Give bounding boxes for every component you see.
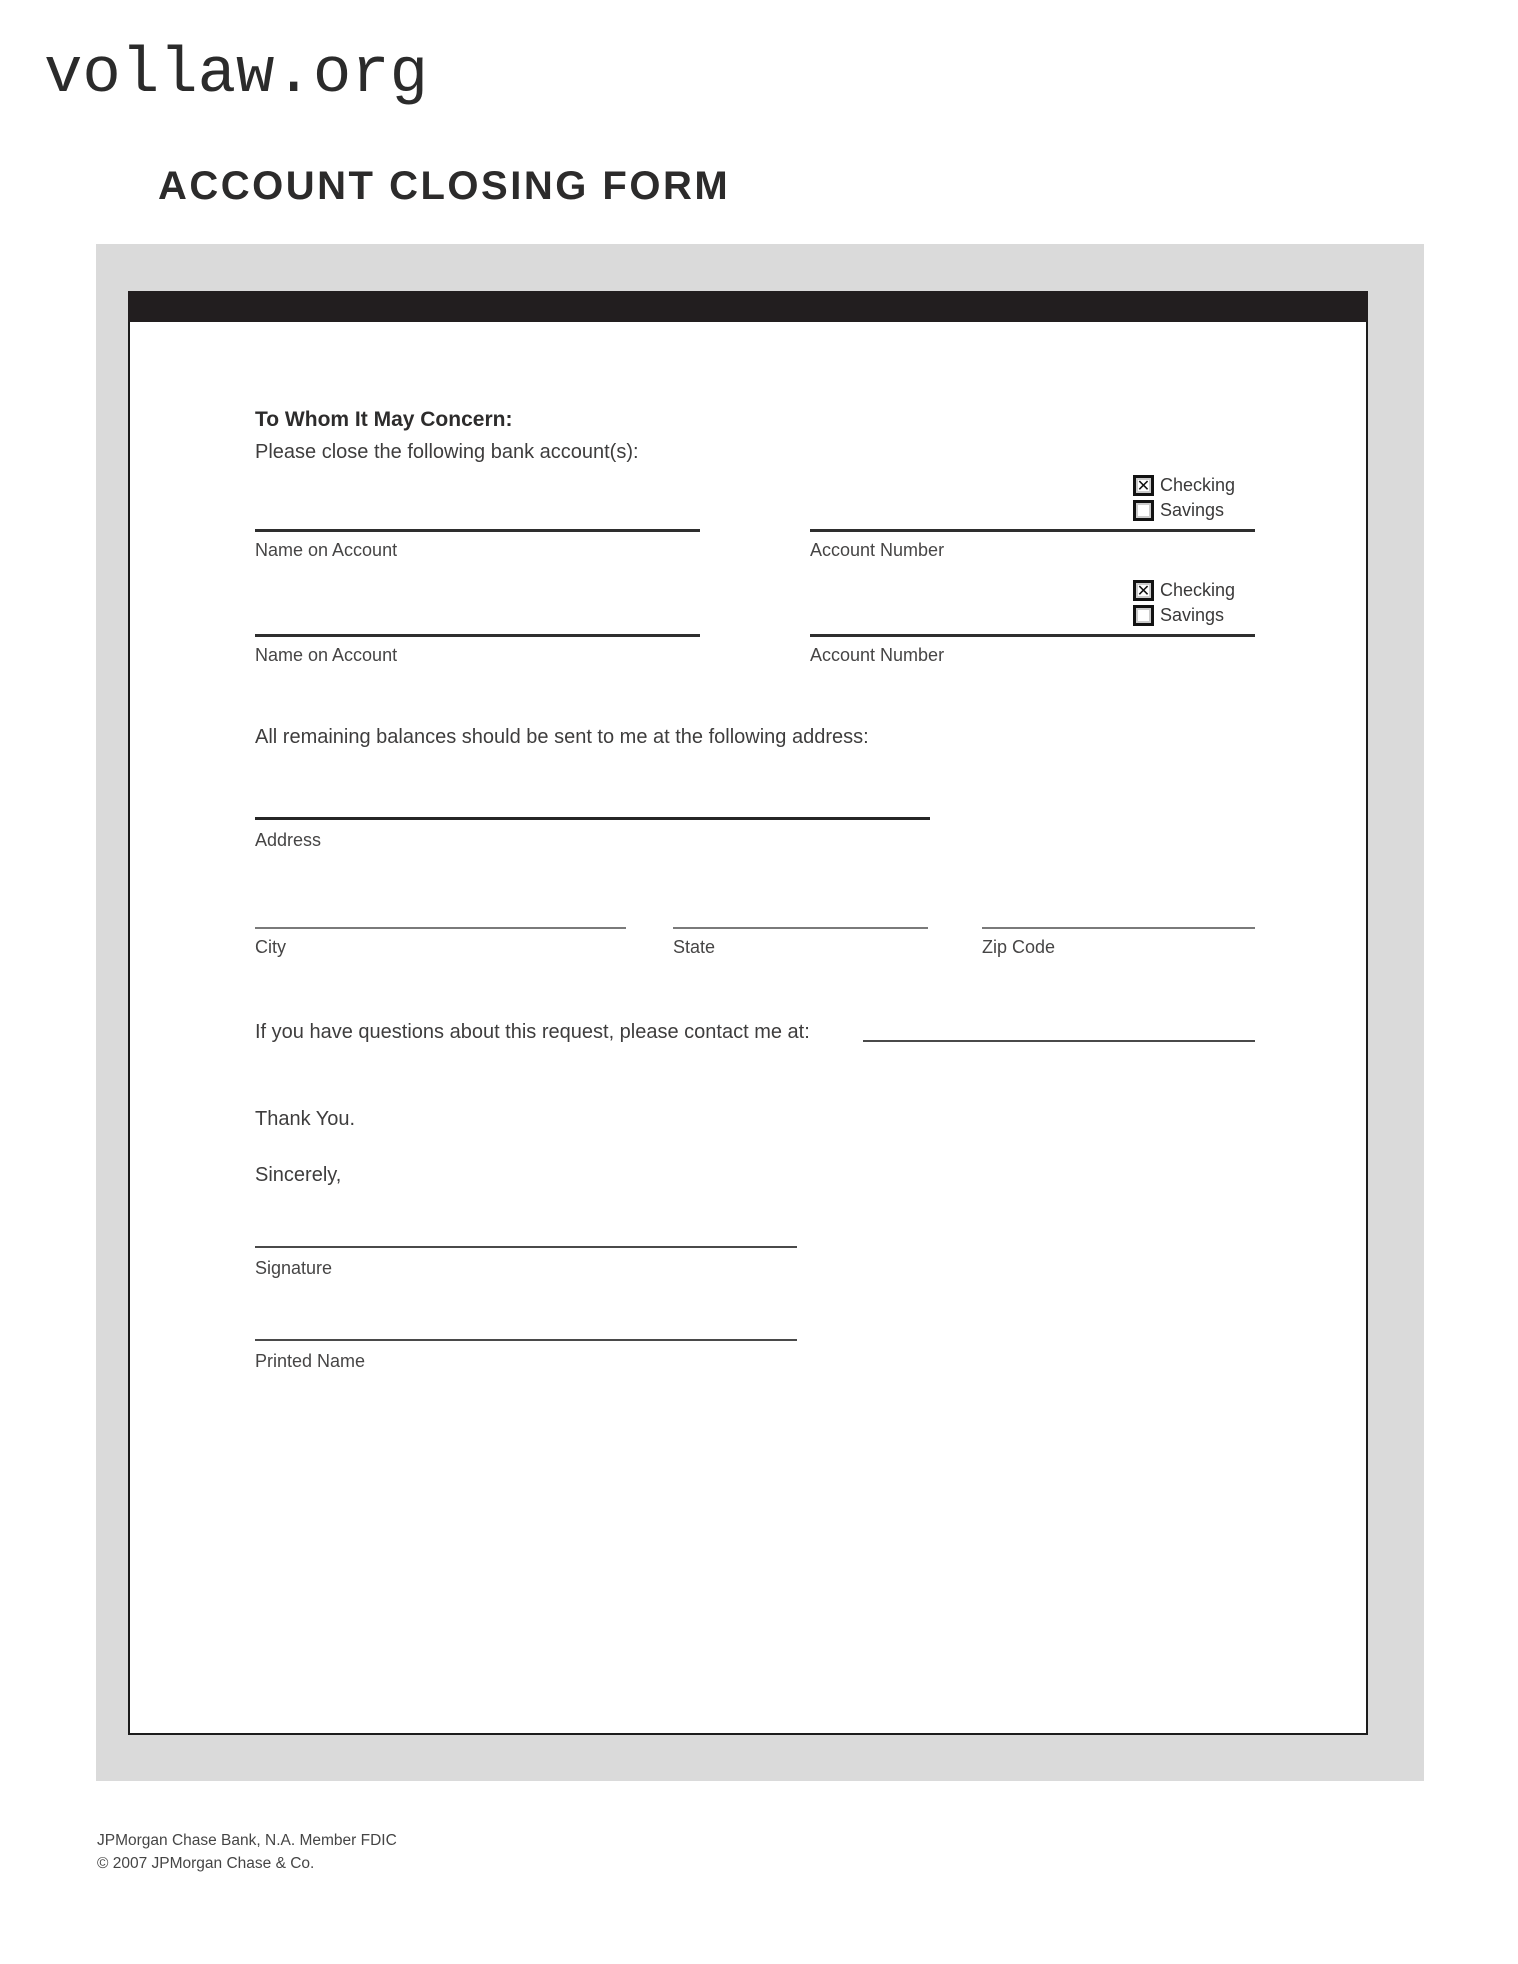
checkbox-x-icon xyxy=(1136,608,1151,623)
intro-text: Please close the following bank account(s): xyxy=(255,441,639,463)
sincerely-text: Sincerely, xyxy=(255,1164,342,1186)
footer-copyright-text: © 2007 JPMorgan Chase & Co. xyxy=(97,1855,315,1872)
printed-name-line[interactable] xyxy=(255,1339,797,1341)
savings-checkbox[interactable] xyxy=(1133,605,1154,626)
contact-sentence: If you have questions about this request, please contact me at: xyxy=(255,1021,810,1043)
account-number-label: Account Number xyxy=(810,540,945,560)
form-page xyxy=(128,291,1368,1735)
state-line[interactable] xyxy=(673,927,928,929)
name-on-account-line[interactable] xyxy=(255,529,700,532)
city-line[interactable] xyxy=(255,927,626,929)
checking-checkbox[interactable] xyxy=(1133,580,1154,601)
name-on-account-label: Name on Account xyxy=(255,645,398,665)
savings-label: Savings xyxy=(1160,605,1225,625)
zip-code-label: Zip Code xyxy=(982,937,1056,957)
savings-checkbox[interactable] xyxy=(1133,500,1154,521)
checkbox-x-icon xyxy=(1136,503,1151,518)
checking-label: Checking xyxy=(1160,475,1236,495)
balance-instruction-text: All remaining balances should be sent to me at the following address: xyxy=(255,726,869,748)
signature-label: Signature xyxy=(255,1258,333,1278)
site-logo: vollaw.org xyxy=(44,39,429,111)
footer-bank-text: JPMorgan Chase Bank, N.A. Member FDIC xyxy=(97,1832,397,1849)
state-label: State xyxy=(673,937,716,957)
page-title: ACCOUNT CLOSING FORM xyxy=(158,164,731,208)
salutation-text: To Whom It May Concern: xyxy=(255,408,513,431)
checkbox-x-icon: ✕ xyxy=(1136,581,1151,600)
checkbox-x-icon: ✕ xyxy=(1136,476,1151,495)
checking-label: Checking xyxy=(1160,580,1236,600)
name-on-account-line[interactable] xyxy=(255,634,700,637)
thank-you-text: Thank You. xyxy=(255,1108,356,1130)
footer xyxy=(97,1829,397,1875)
account-number-line[interactable] xyxy=(810,529,1255,532)
account-number-label: Account Number xyxy=(810,645,945,665)
form-preview-background xyxy=(96,244,1424,1781)
account-number-line[interactable] xyxy=(810,634,1255,637)
printed-name-label: Printed Name xyxy=(255,1351,366,1371)
signature-line[interactable] xyxy=(255,1246,797,1248)
zip-code-line[interactable] xyxy=(982,927,1255,929)
savings-label: Savings xyxy=(1160,500,1225,520)
name-on-account-label: Name on Account xyxy=(255,540,398,560)
checking-checkbox[interactable] xyxy=(1133,475,1154,496)
address-label: Address xyxy=(255,830,322,850)
page-header-bar xyxy=(128,291,1368,322)
contact-info-line[interactable] xyxy=(863,1040,1255,1042)
city-label: City xyxy=(255,937,286,957)
address-line[interactable] xyxy=(255,817,930,820)
